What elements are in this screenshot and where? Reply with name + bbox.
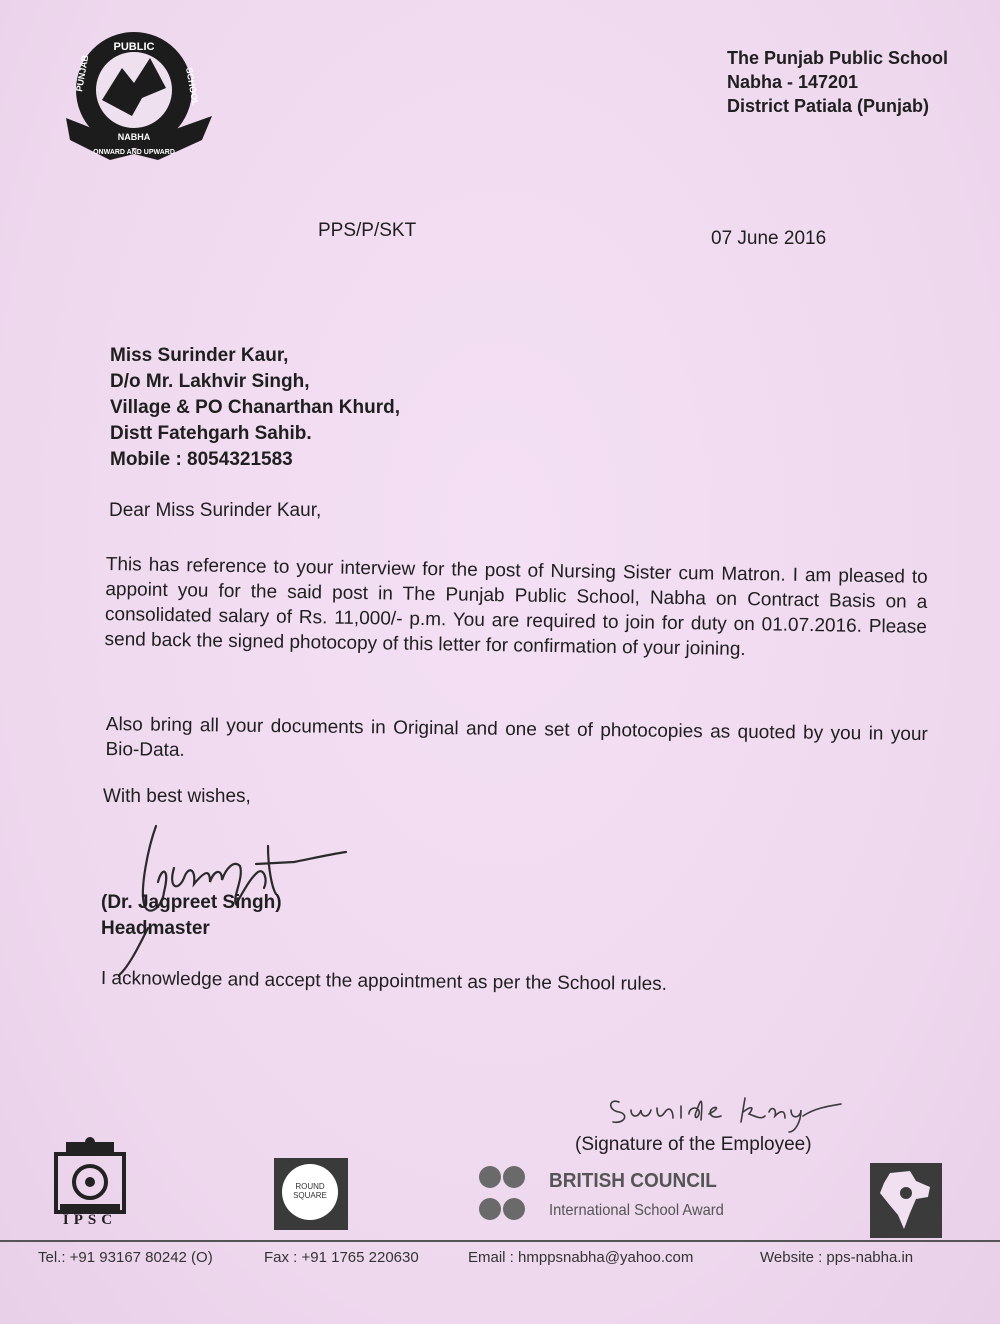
- svg-text:PUNJAB: PUNJAB: [74, 54, 91, 93]
- british-council-title: BRITISH COUNCIL: [549, 1170, 717, 1192]
- acknowledgement-text: I acknowledge and accept the appointment as per the School rules.: [100, 968, 668, 995]
- india-emblem-logo: [870, 1163, 942, 1238]
- signatory-name: (Dr. Jagpreet Singh): [101, 892, 282, 913]
- body-paragraph-appointment: This has reference to your interview for the post of Nursing Sister cum Matron. I am pleased to appoint you for the said post in The Punjab Public School, Nabha on Contract Basis on a consolidated salary of Rs. 11,000/- p.m. You are required to join for duty on 01.07.2016. Please send back the signed photocopy of this letter for confirmation of your joining.: [104, 553, 928, 661]
- signatory-block: [101, 890, 282, 942]
- british-council-award: International School Award: [549, 1202, 724, 1219]
- recipient-district: Distt Fatehgarh Sahib.: [110, 423, 312, 444]
- school-address: [727, 46, 948, 118]
- svg-text:SCHOOL: SCHOOL: [184, 66, 201, 107]
- footer-website: Website : pps-nabha.in: [760, 1249, 914, 1266]
- ipsc-label: IPSC: [62, 1212, 118, 1228]
- signatory-title: Headmaster: [101, 918, 210, 939]
- school-logo: [62, 28, 217, 163]
- recipient-block: [110, 343, 400, 473]
- employee-signature: [605, 1088, 845, 1136]
- salutation: Dear Miss Surinder Kaur,: [109, 500, 322, 521]
- recipient-name: Miss Surinder Kaur,: [110, 345, 289, 366]
- recipient-mobile: Mobile : 8054321583: [110, 449, 293, 470]
- svg-text:NABHA: NABHA: [117, 132, 151, 142]
- reference-number: PPS/P/SKT: [318, 220, 417, 241]
- footer-telephone: Tel.: +91 93167 80242 (O): [38, 1249, 213, 1266]
- address-line: Nabha - 147201: [727, 72, 859, 92]
- letter-date: 07 June 2016: [711, 228, 827, 249]
- closing: With best wishes,: [103, 786, 251, 807]
- svg-text:ONWARD AND UPWARD: ONWARD AND UPWARD: [93, 149, 175, 156]
- employee-signature-label: (Signature of the Employee): [575, 1134, 812, 1155]
- recipient-relation: D/o Mr. Lakhvir Singh,: [110, 371, 310, 392]
- svg-text:PUBLIC: PUBLIC: [113, 41, 155, 53]
- footer-email: Email : hmppsnabha@yahoo.com: [468, 1249, 694, 1266]
- round-square-label: ROUND SQUARE: [293, 1182, 327, 1200]
- address-line: District Patiala (Punjab): [727, 96, 930, 116]
- british-council-dots-icon: [478, 1163, 542, 1225]
- footer-fax: Fax : +91 1765 220630: [264, 1249, 419, 1266]
- india-map-icon: [870, 1163, 942, 1238]
- footer-divider: [0, 1240, 1000, 1242]
- body-paragraph-documents: Also bring all your documents in Original and one set of photocopies as quoted by you in your Bio-Data.: [105, 713, 928, 761]
- recipient-village: Village & PO Chanarthan Khurd,: [110, 397, 400, 418]
- address-line: The Punjab Public School: [727, 48, 949, 68]
